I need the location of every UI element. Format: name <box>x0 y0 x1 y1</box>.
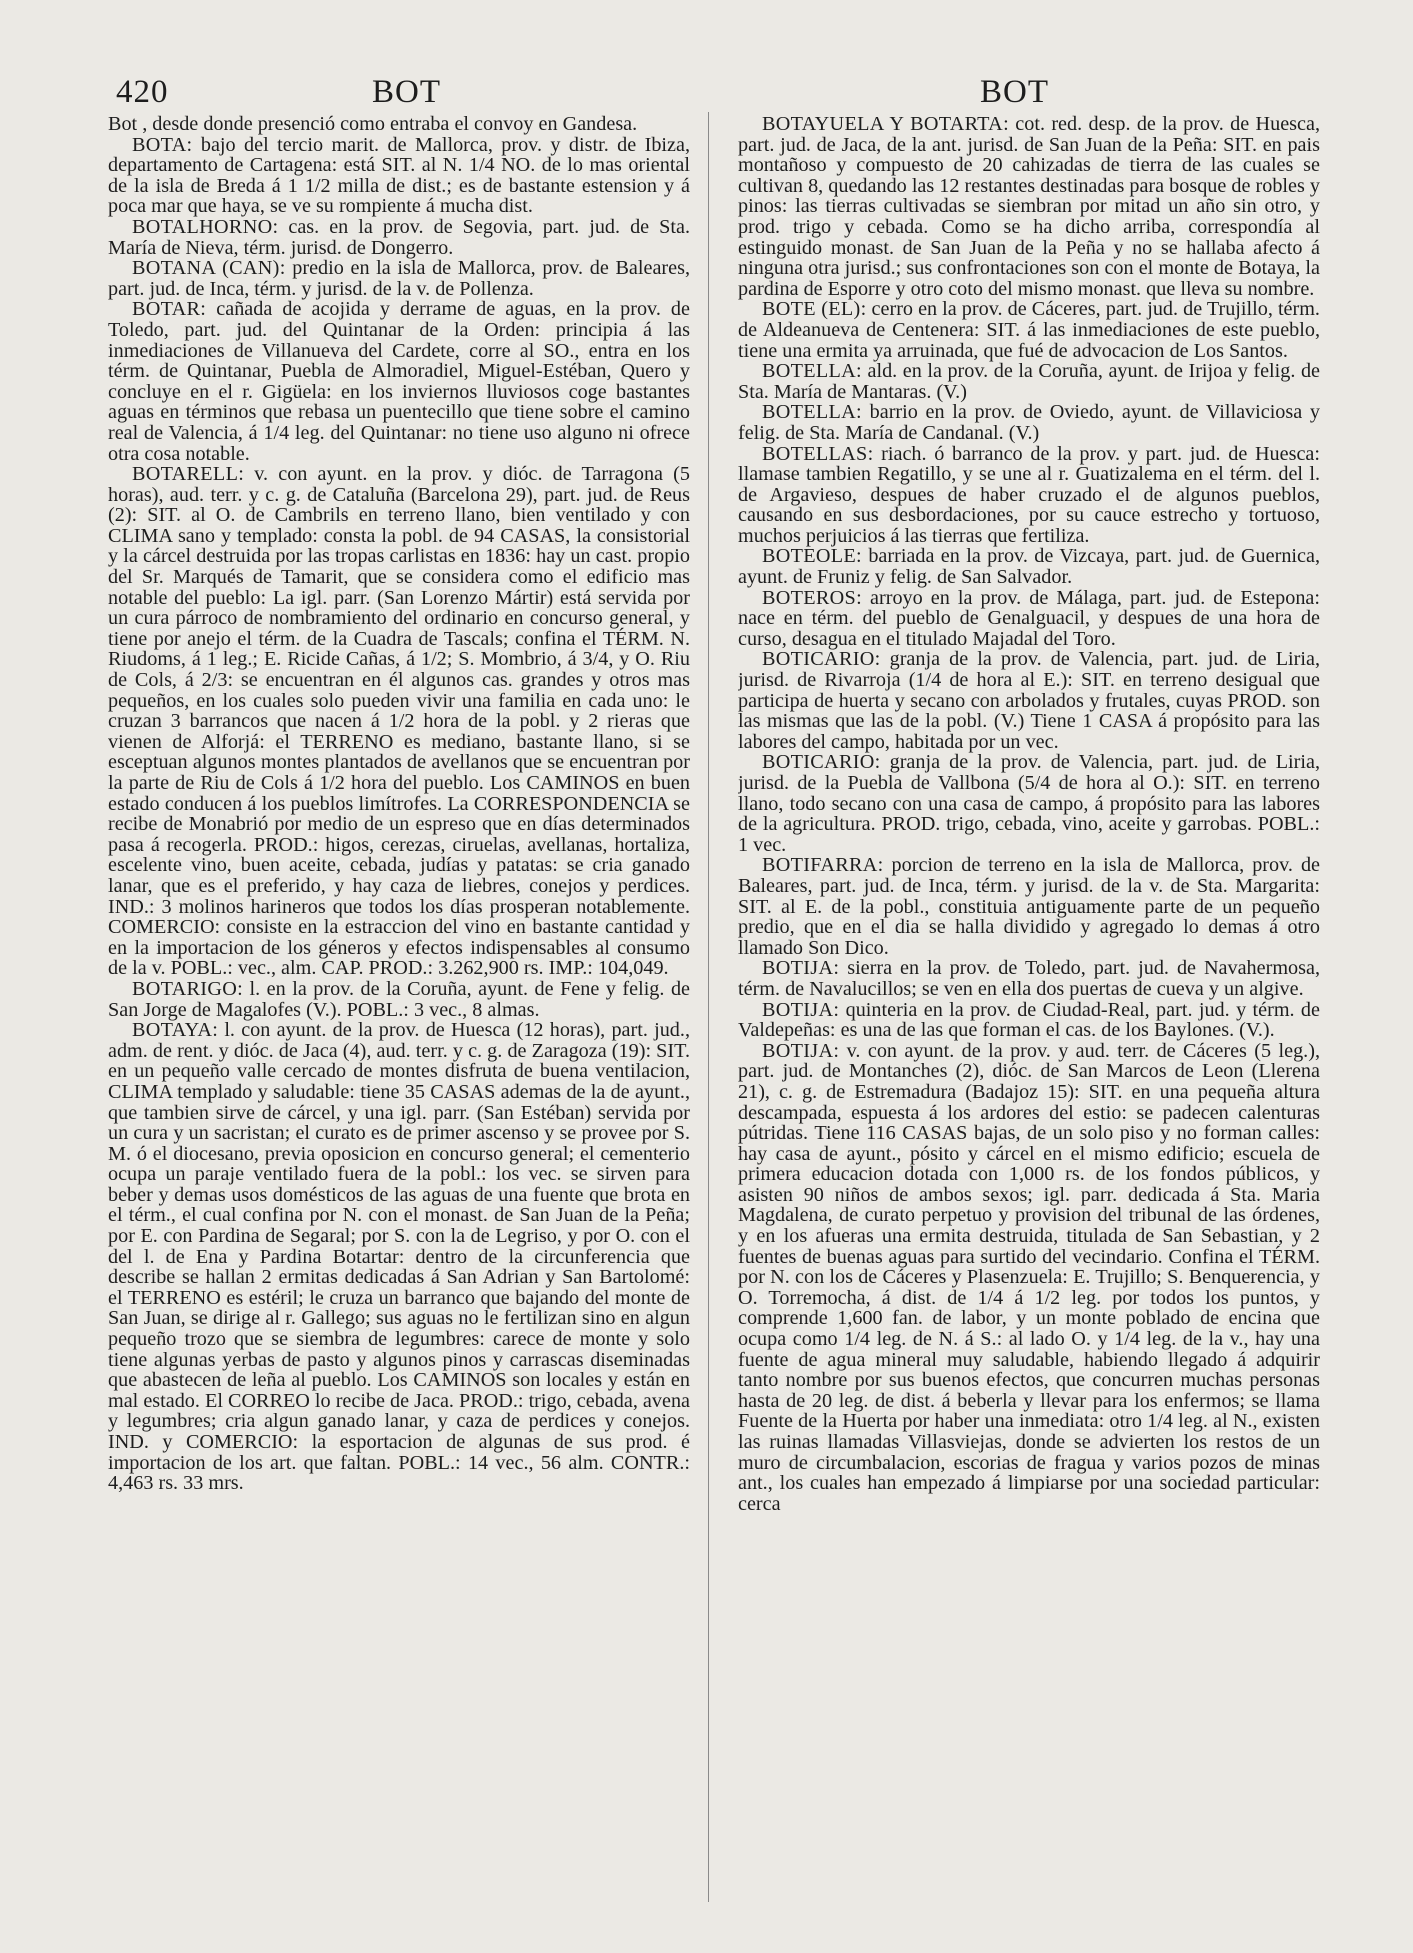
running-head-left: BOT <box>372 74 441 110</box>
entry-boticario-1 <box>738 649 1320 752</box>
entry-headword: BOTE (EL): <box>762 298 867 321</box>
entry-botija-ciudad-real <box>738 1000 1320 1041</box>
entry-text: v. con ayunt. de la prov. y aud. terr. de Cáceres (5 leg.), part. jud. de Montanches (2), dióc. de San Marcos de Leon (Llerena 21), c. g. de Estremadura (Badajoz 15): SIT. en una pequeña altura descampada, espuesta á los ardores del estio: se padecen calenturas pútridas. Tiene 116 CASAS bajas, de un solo piso y no forman calles: hay casa de ayunt., pósito y cárcel en el mismo edificio; escuela de primera educacion dotada con 1,000 rs. de los fondos públicos, y asisten 90 niños de ambos sexos; igl. parr. dedicada á Sta. Maria Magdalena, de curato perpetuo y provision del tribunal de las órdenes, y en los afueras una ermita destruida, titulada de San Sebastian, y 2 fuentes de buenas aguas para surtido del vecindario. Confina el TÉRM. por N. con los de Cáceres y Plasenzuela: E. Trujillo; S. Benquerencia, y O. Torremocha, á dist. de 1/4 á 1/2 leg. por todos los puntos, y comprende 1,600 fan. de labor, y un monte poblado de encina que ocupa como 1/4 leg. de N. á S.: al lado O. y 1/4 leg. de la v., hay una fuente de agua mineral muy saludable, habiendo llegado á adquirir tanto nombre por sus buenos efectos, que concurren muchas personas hasta de 20 leg. de dist. á beberla y llevar para los enfermos; se llama Fuente de la Huerta por haber una inmediata: otro 1/4 leg. al N., existen las ruinas llamadas Villasviejas, donde se advierten los restos de un muro de circumbalacion, escorias de fragua y varios pozos de minas ant., los cuales han empezado á limpiarse por una sociedad particular: cerca <box>738 1039 1320 1515</box>
entry-headword: BOTANA (CAN): <box>132 257 286 280</box>
entry-text: cot. red. desp. de la prov. de Huesca, part. jud. de Jaca, de la ant. jurisd. de San Juan de la Peña: SIT. en pais montañoso y compuesto de 20 cahizadas de tierra de las cuales se cultivan 8, quedando las 12 restantes destinadas para bosque de robles y pinos: las tierras cultivadas se siembran por mitad un año sin otro, y prod. trigo y cebada. Como se ha dicho arriba, correspondía al estinguido monast. de San Juan de la Peña y no se hallaba afecto á ninguna otra jurisd.; sus confrontaciones son con el monte de Botaya, la pardina de Esporre y otro coto del mismo monast. que lleva su nombre. <box>738 114 1320 300</box>
entry-continuation <box>108 114 690 135</box>
left-column <box>108 114 690 1914</box>
entry-botar <box>108 299 690 464</box>
entry-headword: BOTIJA: <box>762 957 840 980</box>
entry-headword: BOTAYUELA Y BOTARTA: <box>762 114 1009 135</box>
entry-botija-caceres <box>738 1041 1320 1515</box>
entry-text: sierra en la prov. de Toledo, part. jud. de Navahermosa, térm. de Navalucillos; se ven en ella dos puertas de cueva y un algive. <box>738 957 1320 1000</box>
entry-botarell <box>108 464 690 979</box>
running-head-right: BOT <box>980 74 1049 110</box>
entry-headword: BOTIJA: <box>762 998 840 1021</box>
entry-headword: BOTAR: <box>132 298 207 321</box>
entry-headword: BOTICARIO: <box>762 648 881 671</box>
entry-headword: BOTEROS: <box>762 586 862 609</box>
entry-text: ald. en la prov. de la Coruña, ayunt. de Irijoa y felig. de Sta. María de Mantaras. (V.) <box>738 360 1320 403</box>
entry-botayuela <box>738 114 1320 299</box>
entry-headword: BOTARIGO: <box>132 977 243 1000</box>
entry-text: bajo del tercio marit. de Mallorca, prov. y distr. de Ibiza, departamento de Cartagena: está SIT. al N. 1/4 NO. de lo mas oriental de la isla de Breda á 1 1/2 milla de dist.; es de bastante estension y á poca mar que haya, se ve su rompiente á mucha dist. <box>108 133 690 218</box>
entry-text: cerro en la prov. de Cáceres, part. jud. de Trujillo, térm. de Aldeanueva de Centenera: SIT. á las inmediaciones de este pueblo, tiene una ermita ya arruinada, que fué de advocacion de Los Santos. <box>738 298 1320 362</box>
entry-botaya <box>108 1020 690 1494</box>
entry-headword: BOTARELL: <box>132 463 245 486</box>
entry-text: cañada de acojida y derrame de aguas, en la prov. de Toledo, part. jud. del Quintanar de la Orden: principia á las inmediaciones de Villanueva del Cardete, corre al SO., entra en los térm. de Quintanar, Puebla de Almoradiel, Miguel-Estéban, Quero y concluye en el r. Gigüela: en los inviernos lluviosos coge bastantes aguas en términos que rebasa un puentecillo que tiene sobre el camino real de Valencia, á 1/4 leg. del Quintanar: no tiene uso alguno ni ofrece otra cosa notable. <box>108 298 690 465</box>
entry-boteros <box>738 588 1320 650</box>
entry-text: quinteria en la prov. de Ciudad-Real, part. jud. y térm. de Valdepeñas: es una de las que forman el cas. de los Baylones. (V.). <box>738 998 1320 1042</box>
entry-text: l. en la prov. de la Coruña, ayunt. de Fene y felig. de San Jorge de Magalofes (V.). POBL.: 3 vec., 8 almas. <box>108 977 690 1021</box>
entry-botella-coruna <box>738 361 1320 402</box>
entry-text: predio en la isla de Mallorca, prov. de Baleares, part. jud. de Inca, térm. y jurisd. de la v. de Pollenza. <box>108 257 690 300</box>
entry-bota <box>108 135 690 217</box>
entry-text: granja de la prov. de Valencia, part. jud. de Liria, jurisd. de Rivarroja (1/4 de hora al E.): SIT. en terreno desigual que participa de huerta y secano con arbolados y frutales, cuyas PROD. son las mismas que las de la pobl. (V.) Tiene 1 CASA á propósito para las labores del campo, habitada por un vec. <box>738 648 1320 753</box>
entry-text: arroyo en la prov. de Málaga, part. jud. de Estepona: nace en térm. del pueblo de Genalguacil, y despues de una hora de curso, desagua en el titulado Majadal del Toro. <box>738 586 1320 650</box>
page-number: 420 <box>116 74 169 110</box>
entry-headword: BOTIJA: <box>762 1039 840 1062</box>
entry-botana <box>108 258 690 299</box>
entry-text: v. con ayunt. en la prov. y dióc. de Tarragona (5 horas), aud. terr. y c. g. de Cataluña (Barcelona 29), part. jud. de Reus (2): SIT. al O. de Cambrils en terreno llano, bien ventilado y con CLIMA sano y templado: consta la pobl. de 94 CASAS, la consistorial y la cárcel destruida por las tropas carlistas en 1836: hay un cast. propio del Sr. Marqués de Tamarit, que se considera como el edificio mas notable del pueblo: La igl. parr. (San Lorenzo Mártir) está servida por un cura párroco de nombramiento del ordinario en concurso general, y tiene por anejo el térm. de la Cuadra de Tascals; confina el TÉRM. N. Riudoms, á 1 leg.; E. Ricide Cañas, á 1/2; S. Mombrio, á 3/4, y O. Riu de Cols, á 2/3: se encuentran en él algunos cas. grandes y otros mas pequeños, en los cuales solo pueden vivir una familia en cada uno: le cruzan 3 barrancos que nacen á 1/2 hora de la pobl. y 2 rieras que vienen de Alforjá: el TERRENO es mediano, bastante llano, si se esceptuan algunos montes plantados de avellanos que se encuentran por la parte de Riu de Cols á 1/2 hora del pueblo. Los CAMINOS en buen estado conducen á los pueblos limítrofes. La CORRESPONDENCIA se recibe de Monabrió por medio de un espreso que en días determinados pasa á recogerla. PROD.: higos, cerezas, ciruelas, avellanas, hortaliza, escelente vino, buen aceite, cebada, judías y patatas: se cria ganado lanar, que es el preferido, y hay caza de liebres, conejos y perdices. IND.: 3 molinos harineros que todos los días prosperan notablemente. COMERCIO: consiste en la estraccion del vino en bastante cantidad y en la importacion de los géneros y efectos indispensables al consumo de la v. POBL.: vec., alm. CAP. PROD.: 3.262,900 rs. IMP.: 104,049. <box>108 463 690 980</box>
entry-headword: BOTELLA: <box>762 360 862 383</box>
entry-botifarra <box>738 855 1320 958</box>
entry-headword: BOTIFARRA: <box>762 854 884 877</box>
entry-botija-toledo <box>738 958 1320 999</box>
entry-headword: BOTA: <box>132 133 193 156</box>
entry-botella-oviedo <box>738 402 1320 443</box>
entry-text: cas. en la prov. de Segovia, part. jud. de Sta. María de Nieva, térm. jurisd. de Dongerro. <box>108 215 690 259</box>
entry-boticario-2 <box>738 752 1320 855</box>
entry-headword: BOTAYA: <box>132 1019 219 1042</box>
right-column <box>738 114 1320 1914</box>
entry-text: barriada en la prov. de Vizcaya, part. jud. de Guernica, ayunt. de Fruniz y felig. de San Salvador. <box>738 545 1320 589</box>
entry-botellas <box>738 444 1320 547</box>
entry-text: barrio en la prov. de Oviedo, ayunt. de Villaviciosa y felig. de Sta. María de Candanal. (V.) <box>738 401 1320 444</box>
column-divider <box>708 112 709 1902</box>
entry-headword: BOTELLA: <box>762 401 862 424</box>
entry-text: granja de la prov. de Valencia, part. jud. de Liria, jurisd. de la Puebla de Vallbona (5/4 de hora al O.): SIT. en terreno llano, todo secano con una casa de campo, á propósito para las labores de la agricultura. PROD. trigo, cebada, vino, aceite y garrobas. POBL.: 1 vec. <box>738 751 1320 856</box>
entry-text: riach. ó barranco de la prov. y part. jud. de Huesca: llamase tambien Regatillo, y se une al r. Guatizalema en el térm. del l. de Argavieso, despues de haber cruzado el de algunos pueblos, causando en sus desbordaciones, por su cauce estrecho y tortuoso, muchos perjuicios á las tierras que fertiliza. <box>738 442 1320 547</box>
entry-text: l. con ayunt. de la prov. de Huesca (12 horas), part. jud., adm. de rent. y dióc. de Jaca (4), aud. terr. y c. g. de Zaragoza (19): SIT. en un pequeño valle cercado de montes disfruta de buena ventilacion, CLIMA templado y saludable: tiene 35 CASAS ademas de la de ayunt., que tambien sirve de cárcel, y una igl. parr. (San Estéban) servida por un cura y un sacristan; el curato es de primer ascenso y se provee por S. M. ó el diocesano, previa oposicion en concurso general; el cementerio ocupa un paraje ventilado fuera de la pobl.: los vec. se sirven para beber y demas usos domésticos de las aguas de una fuente que brota en el térm., el cual confina por N. con el monast. de San Juan de la Peña; por E. con Pardina de Segaral; por S. con la de Legriso, y por O. con el del l. de Ena y Pardina Botartar: dentro de la circunferencia que describe se hallan 2 ermitas dedicadas á San Adrian y San Bartolomé: el TERRENO es estéril; le cruza un barranco que bajando del monte de San Juan, se dirige al r. Gallego; sus aguas no le fertilizan sino en algun pequeño trozo que se siembra de legumbres: carece de monte y solo tiene algunas yerbas de pasto y algunos pinos y carrascas diseminadas que abastecen de leña al pueblo. Los CAMINOS son locales y están en mal estado. El CORREO lo recibe de Jaca. PROD.: trigo, cebada, avena y legumbres; cria algun ganado lanar, y caza de perdices y conejos. IND. y COMERCIO: la esportacion de algunas de sus prod. é importacion de los art. que faltan. POBL.: 14 vec., 56 alm. CONTR.: 4,463 rs. 33 mrs. <box>108 1019 690 1495</box>
entry-text: Bot , desde donde presenció como entraba el convoy en Gandesa. <box>108 114 638 135</box>
entry-botarigo <box>108 979 690 1020</box>
entry-headword: BOTICARIO: <box>762 751 881 774</box>
entry-text: porcion de terreno en la isla de Mallorca, prov. de Baleares, part. jud. de Inca, térm. y jurisd. de la v. de Sta. Margarita: SIT. al E. de la pobl., constituia antiguamente parte de un pequeño predio, que en el dia se halla dividido y agregado lo demas á otro llamado Son Dico. <box>738 854 1320 959</box>
entry-bote <box>738 299 1320 361</box>
entry-headword: BOTALHORNO: <box>132 215 279 238</box>
entry-headword: BOTELLAS: <box>762 442 874 465</box>
entry-botalhorno <box>108 217 690 258</box>
entry-headword: BOTEOLE: <box>762 545 862 568</box>
entry-boteole <box>738 546 1320 587</box>
